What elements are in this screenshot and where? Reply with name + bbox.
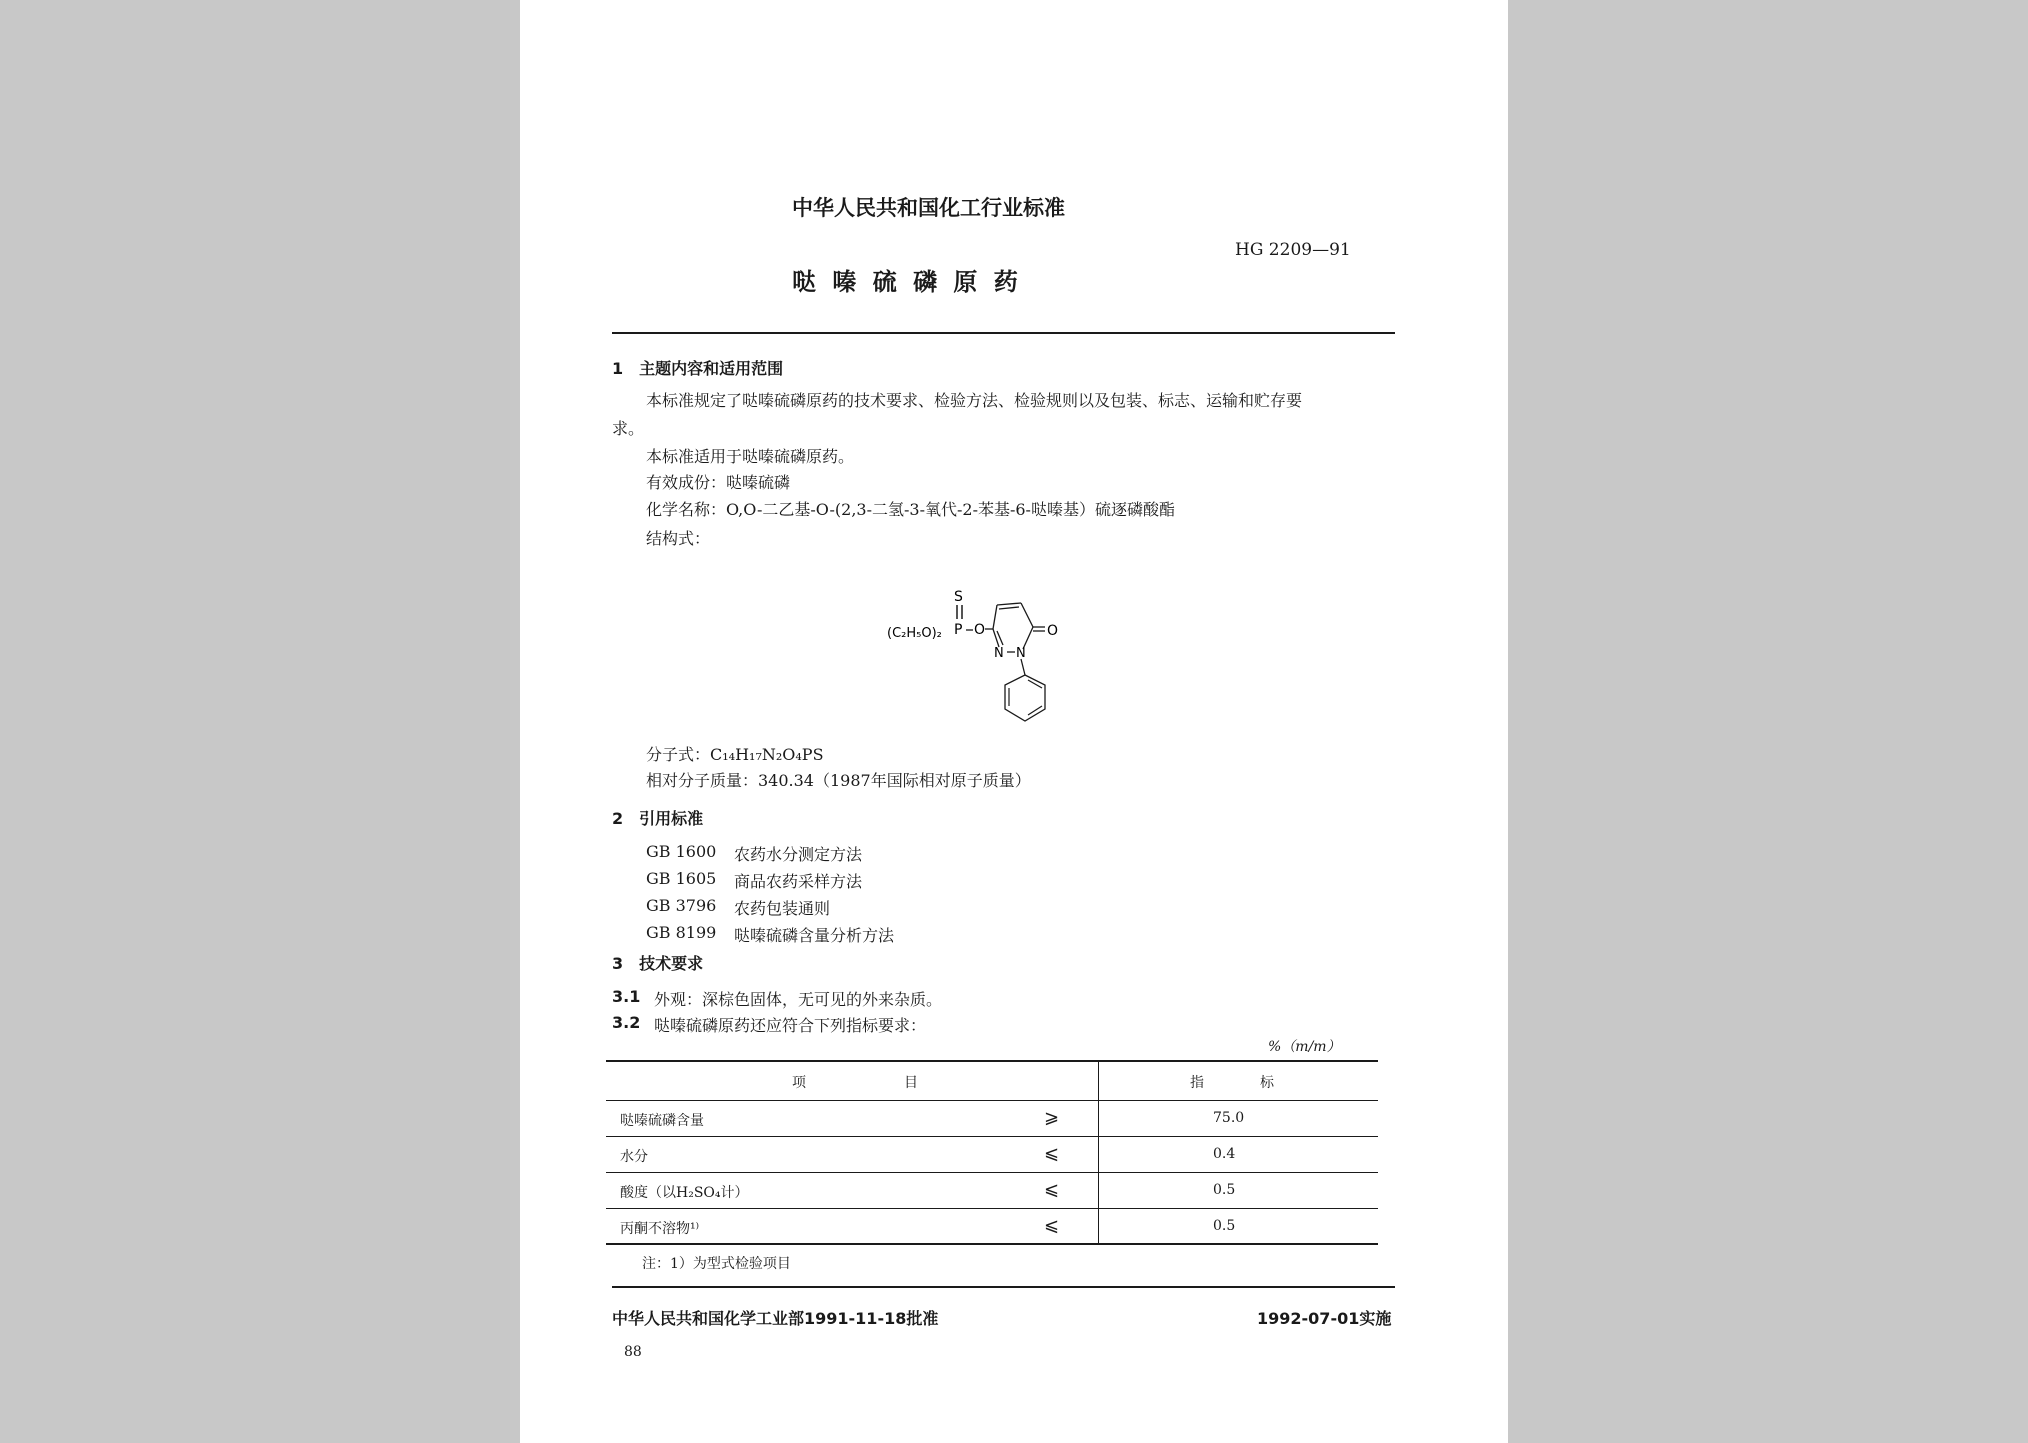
standard-code: HG 2209—91: [1235, 240, 1351, 260]
org-title: 中华人民共和国化工行业标准: [792, 196, 1065, 220]
ref-title-2: 商品农药采样方法: [734, 872, 863, 891]
svg-text:P: P: [954, 622, 963, 638]
section2-heading: 2 引用标准: [612, 809, 704, 828]
row-value: 0.5: [1213, 1218, 1236, 1234]
row-name: 水分: [620, 1149, 648, 1165]
section1-para2: 本标准适用于哒嗪硫磷原药。: [646, 447, 855, 466]
ref-code-1: GB 1600: [646, 842, 717, 861]
table-note: 注：1）为型式检验项目: [642, 1256, 791, 1272]
item-3-1-text: 外观：深棕色固体，无可见的外来杂质。: [654, 990, 943, 1009]
svg-text:(C₂H₅O)₂: (C₂H₅O)₂: [887, 626, 942, 641]
item-3-2-number: 3.2: [612, 1013, 641, 1032]
section1-para1-line1: 本标准规定了哒嗪硫磷原药的技术要求、检验方法、检验规则以及包装、标志、运输和贮存要: [646, 391, 1303, 410]
row-operator: ⩽: [1044, 1215, 1060, 1236]
svg-text:O: O: [1047, 623, 1059, 639]
item-3-2-text: 哒嗪硫磷原药还应符合下列指标要求：: [654, 1016, 927, 1035]
molecular-mass: 相对分子质量：340.34（1987年国际相对原子质量）: [646, 771, 1031, 790]
row-name: 哒嗪硫磷含量: [620, 1113, 704, 1129]
table-row: [606, 1137, 1378, 1173]
structural-formula: [885, 585, 1125, 735]
row-operator: ⩽: [1044, 1143, 1060, 1164]
row-value: 0.5: [1213, 1182, 1236, 1198]
svg-text:S: S: [954, 589, 963, 605]
ref-code-3: GB 3796: [646, 896, 717, 915]
row-operator: ⩾: [1044, 1107, 1060, 1128]
row-name: 丙酮不溶物¹⁾: [620, 1221, 700, 1237]
footer-rule: [612, 1286, 1395, 1288]
ref-title-4: 哒嗪硫磷含量分析方法: [734, 926, 895, 945]
table-unit: %（m/m）: [1268, 1039, 1341, 1055]
table-header-index: 指 标: [1190, 1075, 1274, 1091]
row-name: 酸度（以H₂SO₄计）: [620, 1185, 749, 1201]
svg-text:O: O: [974, 622, 986, 638]
row-value: 0.4: [1213, 1146, 1236, 1162]
table-row: [606, 1101, 1378, 1137]
table-row: [606, 1209, 1378, 1245]
chemical-name: 化学名称：O,O-二乙基-O-(2,3-二氢-3-氧代-2-苯基-6-哒嗪基）硫逐磷酸酯: [646, 500, 1175, 519]
doc-title: 哒 嗪 硫 磷 原 药: [792, 268, 1022, 296]
table-row: [606, 1173, 1378, 1209]
table-column-divider: [1098, 1062, 1099, 1243]
effective-date: 1992-07-01实施: [1257, 1309, 1392, 1328]
item-3-1-number: 3.1: [612, 987, 641, 1006]
structure-label: 结构式：: [646, 529, 711, 548]
ref-code-4: GB 8199: [646, 923, 717, 942]
ref-title-3: 农药包装通则: [734, 899, 831, 918]
header-rule: [612, 332, 1395, 334]
ref-title-1: 农药水分测定方法: [734, 845, 863, 864]
approval-statement: 中华人民共和国化学工业部1991-11-18批准: [612, 1309, 939, 1328]
document-page: [520, 0, 1508, 1443]
section1-heading: 1 主题内容和适用范围: [612, 359, 784, 378]
page-number: 88: [624, 1344, 642, 1360]
active-ingredient: 有效成份：哒嗪硫磷: [646, 473, 791, 492]
svg-text:N: N: [1016, 646, 1026, 661]
section3-heading: 3 技术要求: [612, 954, 704, 973]
molecular-formula: 分子式：C₁₄H₁₇N₂O₄PS: [646, 745, 824, 764]
row-operator: ⩽: [1044, 1179, 1060, 1200]
svg-text:N: N: [994, 646, 1004, 661]
row-value: 75.0: [1213, 1110, 1245, 1126]
section1-para1-line2: 求。: [612, 419, 645, 438]
table-header-item: 项 目: [792, 1075, 918, 1091]
ref-code-2: GB 1605: [646, 869, 717, 888]
